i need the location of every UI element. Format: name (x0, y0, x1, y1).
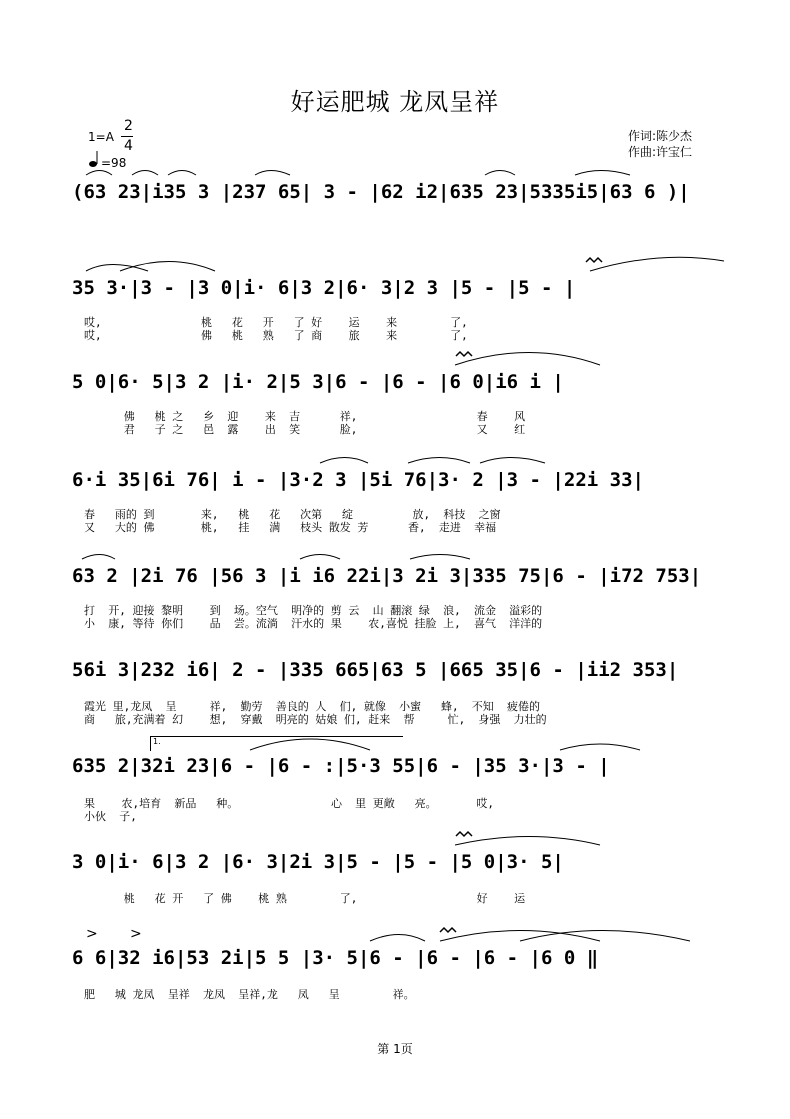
lyric-row-7-verse-1: 果 农,培育 新品 种。 心 里 更敞 亮。 哎, (84, 797, 495, 810)
lyricist-credit: 作词:陈少杰 (628, 129, 693, 143)
lyric-row-5-verse-2: 小 康, 等待 你们 品 尝。流淌 汗水的 果 农,喜悦 挂脸 上, 喜气 洋洋的 (84, 617, 543, 630)
music-row-3: 5 0|6· 5|3 2 |i· 2|5 3|6 - |6 - |6 0|i6 i | (72, 371, 564, 393)
music-row-5: 63 2 |2i 76 |56 3 |i i6 22i|3 2i 3|335 75|6 - |i72 753| (72, 565, 702, 587)
music-row-4: 6·i 35|6i 76| i - |3·2 3 |5i 76|3· 2 |3 - |22i 33| (72, 469, 644, 491)
lyric-row-2-verse-2: 哎, 佛 桃 熟 了 商 旅 来 了, (84, 329, 468, 342)
song-title: 好运肥城 龙凤呈祥 (290, 88, 500, 116)
composer-credit: 作曲:许宝仁 (628, 145, 693, 159)
lyric-row-6-verse-1: 霞光 里,龙凤 呈 祥, 勤劳 善良的 人 们, 就像 小蜜 蜂, 不知 疲倦的 (84, 700, 541, 713)
quarter-note-icon (88, 150, 102, 168)
accent-mark-1: > (86, 926, 98, 942)
time-signature-top: 2 (124, 118, 133, 134)
lyric-row-8-verse-1: 桃 花 开 了 佛 桃 熟 了, 好 运 (84, 892, 526, 905)
time-signature-bottom: 4 (124, 138, 133, 154)
lyric-row-9-verse-1: 肥 城 龙凤 呈祥 龙凤 呈祥,龙 凤 呈 祥。 (84, 988, 415, 1001)
music-row-9: 6 6|32 i6|53 2i|5 5 |3· 5|6 - |6 - |6 - |6 0 ‖ (72, 947, 599, 969)
music-row-2: 35 3·|3 - |3 0|i· 6|3 2|6· 3|2 3 |5 - |5 - | (72, 277, 576, 299)
lyric-row-4-verse-1: 春 雨的 到 来, 桃 花 次第 绽 放, 科技 之窗 (84, 508, 501, 521)
lyric-row-3-verse-2: 君 子 之 邑 露 出 笑 脸, 又 红 (84, 423, 526, 436)
accent-mark-2: > (130, 926, 142, 942)
music-row-8: 3 0|i· 6|3 2 |6· 3|2i 3|5 - |5 - |5 0|3· 5| (72, 851, 564, 873)
lyric-row-3-verse-1: 佛 桃 之 乡 迎 来 吉 祥, 春 风 (84, 410, 526, 423)
tempo-marking: =98 (101, 156, 127, 170)
page-footer: 第 1页 (377, 1042, 413, 1056)
lyric-row-5-verse-1: 打 开, 迎接 黎明 到 场。空气 明净的 剪 云 山 翻滚 绿 浪, 流金 溢彩的 (84, 604, 543, 617)
lyric-row-6-verse-2: 商 旅,充满着 幻 想, 穿戴 明亮的 姑娘 们, 赶来 帮 忙, 身强 力壮的 (84, 713, 547, 726)
lyric-row-4-verse-2: 又 大的 佛 桃, 挂 满 枝头 散发 芳 香, 走进 幸福 (84, 521, 497, 534)
music-row-6: 56i 3|232 i6| 2 - |335 665|63 5 |665 35|6 - |ii2 353| (72, 659, 679, 681)
music-row-7: 635 2|32i 23|6 - |6 - :|5·3 55|6 - |35 3·|3 - | (72, 755, 610, 777)
first-ending-bracket: 1. (150, 736, 403, 751)
music-row-1: (63 23|i35 3 |237 65| 3 - |62 i2|635 23|5335i5|63 6 )| (72, 181, 690, 203)
key-signature: 1=A (88, 130, 114, 144)
lyric-row-2-verse-1: 哎, 桃 花 开 了 好 运 来 了, (84, 316, 468, 329)
lyric-row-7-verse-2: 小伙 子, (84, 810, 137, 823)
time-signature-line (121, 136, 133, 137)
